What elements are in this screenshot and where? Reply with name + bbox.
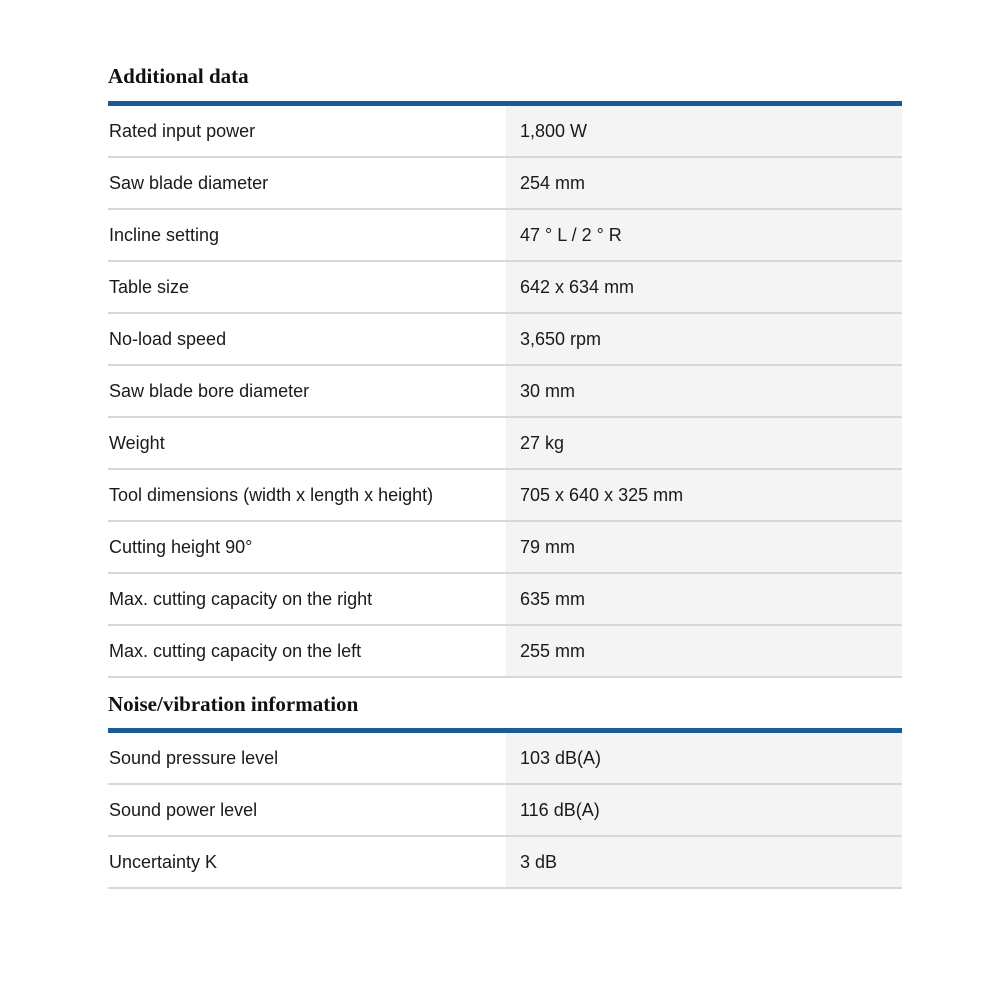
spec-row-sound-pressure-level [108, 733, 902, 785]
spec-row-saw-blade-bore-diameter [108, 366, 902, 418]
spec-value: 3,650 rpm [506, 314, 902, 364]
spec-label: Tool dimensions (width x length x height) [108, 470, 506, 520]
spec-label: Sound power level [108, 785, 506, 835]
spec-row-uncertainty-k [108, 837, 902, 889]
spec-row-tool-dimensions [108, 470, 902, 522]
spec-value: 30 mm [506, 366, 902, 416]
spec-value: 642 x 634 mm [506, 262, 902, 312]
spec-row-max-cutting-capacity-left [108, 626, 902, 678]
spec-value: 705 x 640 x 325 mm [506, 470, 902, 520]
spec-value: 47 ° L / 2 ° R [506, 210, 902, 260]
spec-value: 255 mm [506, 626, 902, 676]
spec-label: Table size [108, 262, 506, 312]
spec-value: 116 dB(A) [506, 785, 902, 835]
noise-vibration-table [108, 733, 902, 889]
spec-value: 635 mm [506, 574, 902, 624]
spec-label: Max. cutting capacity on the right [108, 574, 506, 624]
spec-value: 103 dB(A) [506, 733, 902, 783]
spec-value: 27 kg [506, 418, 902, 468]
section-title-noise-vibration: Noise/vibration information [108, 692, 359, 716]
spec-label: No-load speed [108, 314, 506, 364]
spec-label: Sound pressure level [108, 733, 506, 783]
spec-value: 3 dB [506, 837, 902, 887]
spec-label: Weight [108, 418, 506, 468]
spec-label: Saw blade diameter [108, 158, 506, 208]
spec-value: 1,800 W [506, 106, 902, 156]
spec-row-table-size [108, 262, 902, 314]
spec-row-max-cutting-capacity-right [108, 574, 902, 626]
noise-vibration-section [108, 690, 902, 889]
section-title-additional-data: Additional data [108, 64, 249, 88]
spec-label: Uncertainty K [108, 837, 506, 887]
spec-label: Saw blade bore diameter [108, 366, 506, 416]
additional-data-table [108, 106, 902, 678]
spec-label: Rated input power [108, 106, 506, 156]
spec-label: Cutting height 90° [108, 522, 506, 572]
spec-value: 254 mm [506, 158, 902, 208]
spec-row-rated-input-power [108, 106, 902, 158]
spec-row-sound-power-level [108, 785, 902, 837]
spec-value: 79 mm [506, 522, 902, 572]
spec-row-weight [108, 418, 902, 470]
additional-data-section [108, 62, 902, 678]
spec-row-no-load-speed [108, 314, 902, 366]
spec-row-saw-blade-diameter [108, 158, 902, 210]
spec-row-cutting-height-90 [108, 522, 902, 574]
spec-row-incline-setting [108, 210, 902, 262]
spec-label: Incline setting [108, 210, 506, 260]
spec-label: Max. cutting capacity on the left [108, 626, 506, 676]
